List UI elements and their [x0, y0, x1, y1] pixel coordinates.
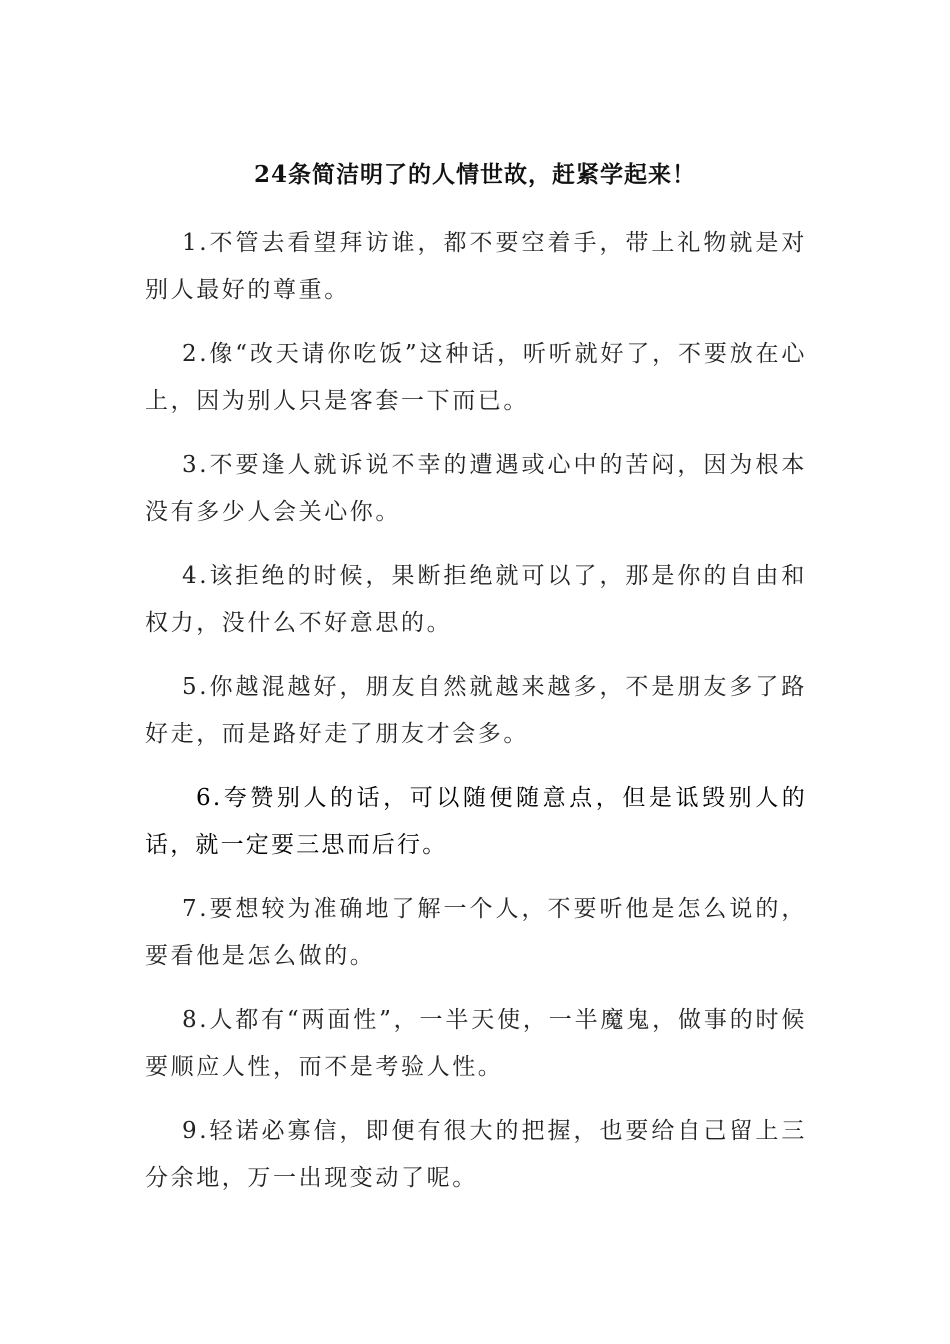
tips-list — [145, 220, 807, 1219]
tip-item-4: 4.该拒绝的时候，果断拒绝就可以了，那是你的自由和权力，没什么不好意思的。 — [145, 563, 807, 636]
tip-item-5: 5.你越混越好，朋友自然就越来越多，不是朋友多了路好走，而是路好走了朋友才会多。 — [145, 674, 807, 747]
tip-item-3: 3.不要逢人就诉说不幸的遭遇或心中的苦闷，因为根本没有多少人会关心你。 — [145, 452, 807, 525]
document-title: 24条简洁明了的人情世故，赶紧学起来！ — [253, 161, 696, 188]
tip-item-7: 7.要想较为准确地了解一个人，不要听他是怎么说的，要看他是怎么做的。 — [145, 896, 807, 969]
tip-item-6: 6.夸赞别人的话，可以随便随意点，但是诋毁别人的话，就一定要三思而后行。 — [145, 785, 807, 858]
tip-item-9: 9.轻诺必寡信，即便有很大的把握，也要给自己留上三分余地，万一出现变动了呢。 — [145, 1118, 807, 1191]
tip-item-8: 8.人都有“两面性”，一半天使，一半魔鬼，做事的时候要顺应人性，而不是考验人性。 — [145, 1007, 807, 1080]
tip-item-2: 2.像“改天请你吃饭”这种话，听听就好了，不要放在心上，因为别人只是客套一下而已。 — [145, 341, 807, 414]
tip-item-1: 1.不管去看望拜访谁，都不要空着手，带上礼物就是对别人最好的尊重。 — [145, 230, 807, 303]
